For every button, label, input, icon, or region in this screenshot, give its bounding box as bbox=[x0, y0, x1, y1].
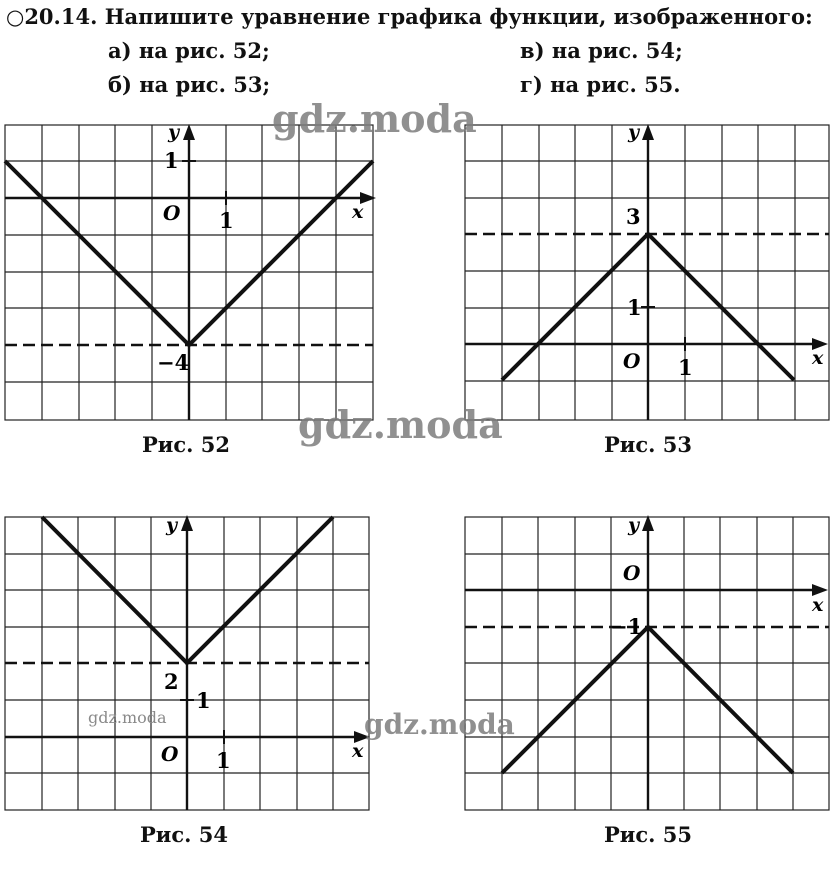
label-y-3: 3 bbox=[626, 204, 641, 229]
origin-label: O bbox=[623, 349, 641, 373]
origin-label: O bbox=[163, 201, 181, 225]
figure-54 bbox=[0, 513, 380, 813]
caption-54: Рис. 54 bbox=[140, 822, 228, 847]
item-g: г) на рис. 55. bbox=[520, 72, 681, 97]
label-x-1: 1 bbox=[216, 748, 231, 773]
watermark: gdz.moda bbox=[298, 402, 503, 447]
x-axis-label: x bbox=[812, 594, 824, 616]
x-axis-label: x bbox=[812, 347, 824, 369]
y-axis-label: y bbox=[168, 121, 180, 143]
y-axis-label: y bbox=[628, 121, 640, 143]
caption-55: Рис. 55 bbox=[604, 822, 692, 847]
figure-52 bbox=[0, 120, 380, 425]
label-y-1: 1 bbox=[627, 295, 642, 320]
y-axis-arrow bbox=[642, 124, 654, 140]
origin-label: O bbox=[623, 561, 641, 585]
x-axis-label: x bbox=[352, 201, 364, 223]
problem-header bbox=[6, 4, 813, 29]
label-y-2: 2 bbox=[164, 669, 179, 694]
item-a: а) на рис. 52; bbox=[108, 38, 270, 63]
item-b: б) на рис. 53; bbox=[108, 72, 271, 97]
watermark: gdz.moda bbox=[272, 96, 477, 141]
caption-53: Рис. 53 bbox=[604, 432, 692, 457]
problem-text: Напишите уравнение графика функции, изображенного: bbox=[104, 4, 813, 29]
item-v: в) на рис. 54; bbox=[520, 38, 683, 63]
label-x-1: 1 bbox=[219, 208, 234, 233]
watermark-small: gdz.moda bbox=[88, 708, 167, 727]
label-y-1: 1 bbox=[196, 688, 211, 713]
problem-number: ○20.14. bbox=[6, 4, 98, 29]
y-axis-label: y bbox=[628, 514, 640, 536]
origin-label: O bbox=[161, 742, 179, 766]
watermark: gdz.moda bbox=[364, 708, 515, 741]
label-x-1: 1 bbox=[678, 355, 693, 380]
label-y-minus-1: −1 bbox=[610, 614, 643, 639]
caption-52: Рис. 52 bbox=[142, 432, 230, 457]
label-y-minus-4: −4 bbox=[157, 350, 190, 375]
y-axis-label: y bbox=[166, 514, 178, 536]
x-axis-label: x bbox=[352, 740, 364, 762]
figure-55 bbox=[460, 513, 832, 813]
figure-53 bbox=[460, 120, 832, 425]
label-y-1: 1 bbox=[164, 148, 179, 173]
y-axis-arrow bbox=[183, 124, 195, 140]
